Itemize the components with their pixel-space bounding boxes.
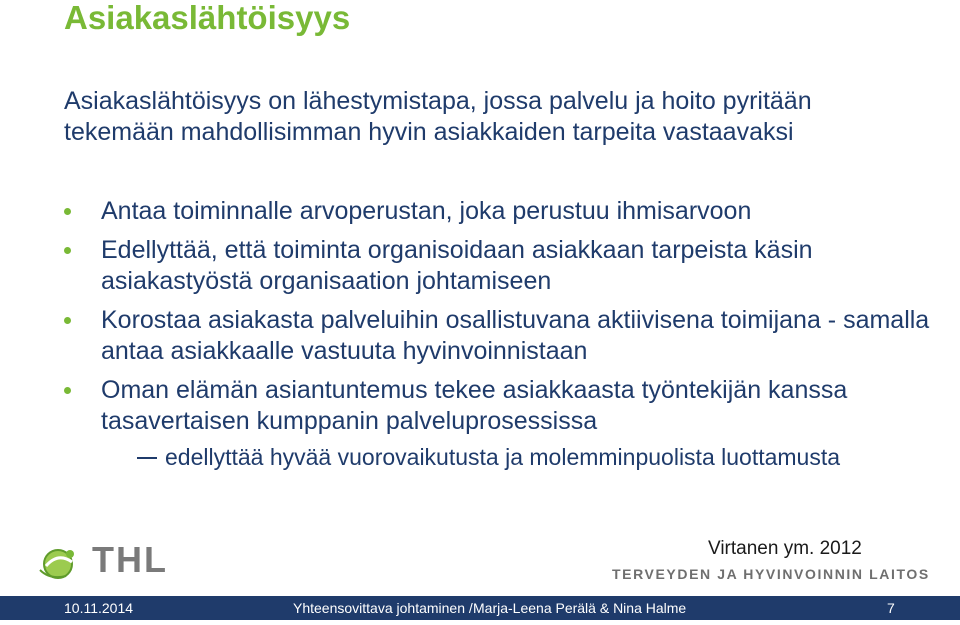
footer-bar xyxy=(0,596,960,620)
intro-text: Asiakaslähtöisyys on lähestymistapa, jossa palvelu ja hoito pyritään tekemään mahdollisimman hyvin asiakkaiden tarpeita vastaavaksi xyxy=(64,87,812,146)
sub-bullet-text: edellyttää hyvää vuorovaikutusta ja molemminpuolista luottamusta xyxy=(165,444,841,470)
bullet-item xyxy=(64,375,944,472)
footer-course: Yhteensovittava johtaminen / xyxy=(293,600,473,616)
footer-date: 10.11.2014 xyxy=(64,600,134,616)
bullet-dot-icon xyxy=(64,387,71,394)
bullet-text: Oman elämän asiantuntemus tekee asiakkaasta työntekijän kanssa tasavertaisen kumppanin palveluprosessissa xyxy=(101,376,848,435)
bullet-item xyxy=(64,196,944,227)
citation: Virtanen ym. 2012 xyxy=(708,538,862,559)
bullet-item xyxy=(64,235,944,297)
page-number: 7 xyxy=(887,600,895,616)
bullet-dot-icon xyxy=(64,208,71,215)
bullet-dot-icon xyxy=(64,247,71,254)
sub-bullet xyxy=(101,443,944,472)
bullet-item xyxy=(64,305,944,367)
bullet-dot-icon xyxy=(64,317,71,324)
organization-name: TERVEYDEN JA HYVINVOINNIN LAITOS xyxy=(612,566,930,582)
slide-title: Asiakaslähtöisyys xyxy=(64,0,351,36)
bullet-text: Antaa toiminnalle arvoperustan, joka perustuu ihmisarvoon xyxy=(101,197,752,225)
logo-text: THL xyxy=(92,539,168,580)
bullet-text: Edellyttää, että toiminta organisoidaan asiakkaan tarpeista käsin asiakastyöstä organisaation johtamiseen xyxy=(101,236,813,295)
dash-icon xyxy=(137,457,157,459)
bullet-list xyxy=(64,196,944,480)
footer-authors: Marja-Leena Perälä & Nina Halme xyxy=(473,600,687,616)
bullet-text: Korostaa asiakasta palveluihin osallistuvana aktiivisena toimijana - samalla antaa asiakkaalle vastuuta hyvinvoinnistaan xyxy=(101,306,930,365)
